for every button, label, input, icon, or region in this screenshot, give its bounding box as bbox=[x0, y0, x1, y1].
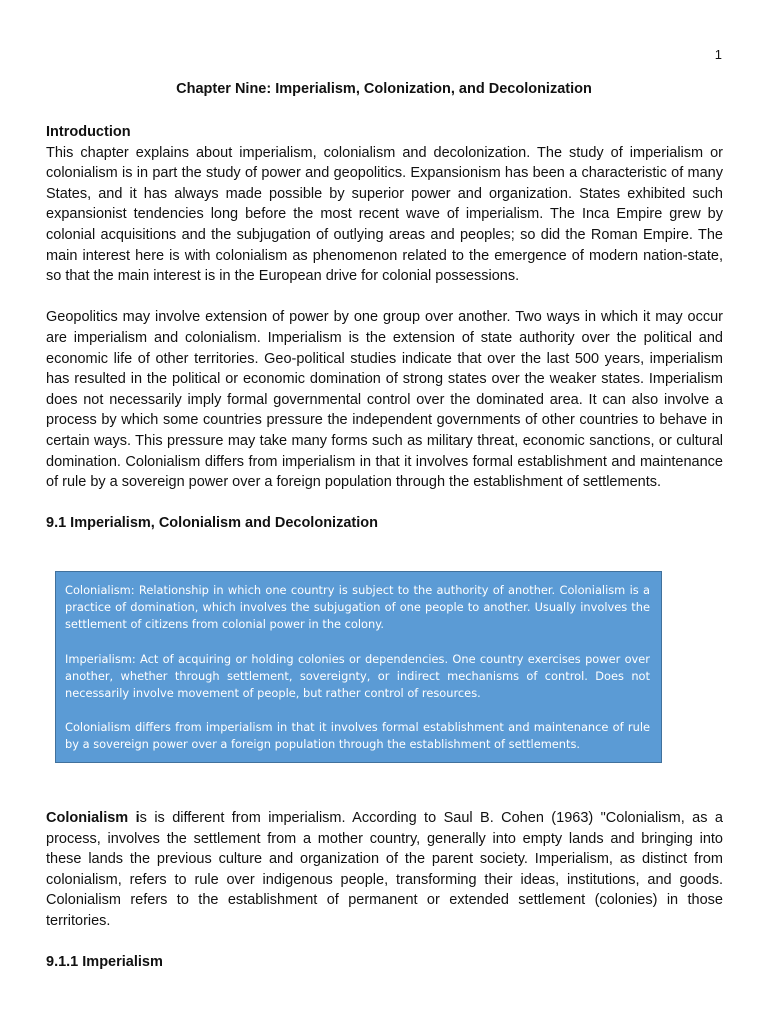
intro-heading: Introduction bbox=[46, 124, 131, 140]
colonialism-bold-lead: Colonialism i bbox=[46, 810, 140, 826]
section-9-1-heading: 9.1 Imperialism, Colonialism and Decolonization bbox=[46, 515, 378, 532]
colonialism-definition: Colonialism: Relationship in which one country is subject to the authority of another. Colonialism is a practice of domination, which involves the subjugation of one people to another. Usually involves the settlement of citizens from colonial power in the colony. bbox=[65, 583, 650, 632]
page-number: 1 bbox=[714, 47, 722, 62]
section-9-1-1-heading: 9.1.1 Imperialism bbox=[46, 954, 163, 971]
imperialism-definition: Imperialism: Act of acquiring or holding colonies or dependencies. One country exercises power over another, whether through settlement, sovereignty, or indirect mechanisms of control. Does not necessarily involve movement of people, but rather control of resources. bbox=[65, 651, 650, 701]
difference-statement: Colonialism differs from imperialism in that it involves formal establishment and maintenance of rule by a sovereign power over a foreign population through the establishment of settlements. bbox=[65, 720, 650, 752]
geopolitics-paragraph: Geopolitics may involve extension of power by one group over another. Two ways in which it may occur are imperialism and colonialism. Imperialism is the extension of state authority over the political and economic life of other territories. Geo-political studies indicate that over the last 500 years, imperialism has resulted in the political or economic domination of strong states over the weaker states. Imperialism does not necessarily imply formal governmental control over the dominated area. It can also involve a process by which some countries pressure the independent governments of other countries to behave in certain ways. This pressure may take many forms such as military threat, economic sanctions, or cultural domination. Colonialism differs from imperialism in that it involves formal establishment and maintenance of rule by a sovereign power over a foreign population through the establishment of settlements. bbox=[46, 309, 723, 491]
upper-content bbox=[46, 122, 723, 534]
intro-paragraph: This chapter explains about imperialism, colonialism and decolonization. The study of imperialism or colonialism is in part the study of power and geopolitics. Expansionism has been a characteristic of many States, and it has always made possible by superior power and organization. States exhibited such expansionist tendencies long before the most recent wave of imperialism. The Inca Empire grew by colonial acquisitions and the subjugation of outlying areas and peoples; so did the Roman Empire. The main interest here is with colonialism as phenomenon related to the emergence of modern nation-state, so that the main interest is in the European drive for colonial possessions. bbox=[46, 144, 723, 285]
colonialism-paragraph bbox=[46, 808, 723, 932]
lower-content bbox=[46, 808, 723, 973]
colonialism-paragraph-text: s is different from imperialism. According to Saul B. Cohen (1963) "Colonialism, as a process, involves the settlement from a mother country, generally into empty lands and bringing into these lands the previous culture and organization of the parent society. Imperialism, as distinct from colonialism, refers to rule over indigenous people, transforming their ideas, institutions, and goods. Colonialism refers to the establishment of permanent or extended settlement (colonies) in those territories. bbox=[46, 810, 723, 929]
chapter-title: Chapter Nine: Imperialism, Colonization, and Decolonization bbox=[176, 81, 592, 97]
definitions-callout-box bbox=[55, 571, 662, 763]
